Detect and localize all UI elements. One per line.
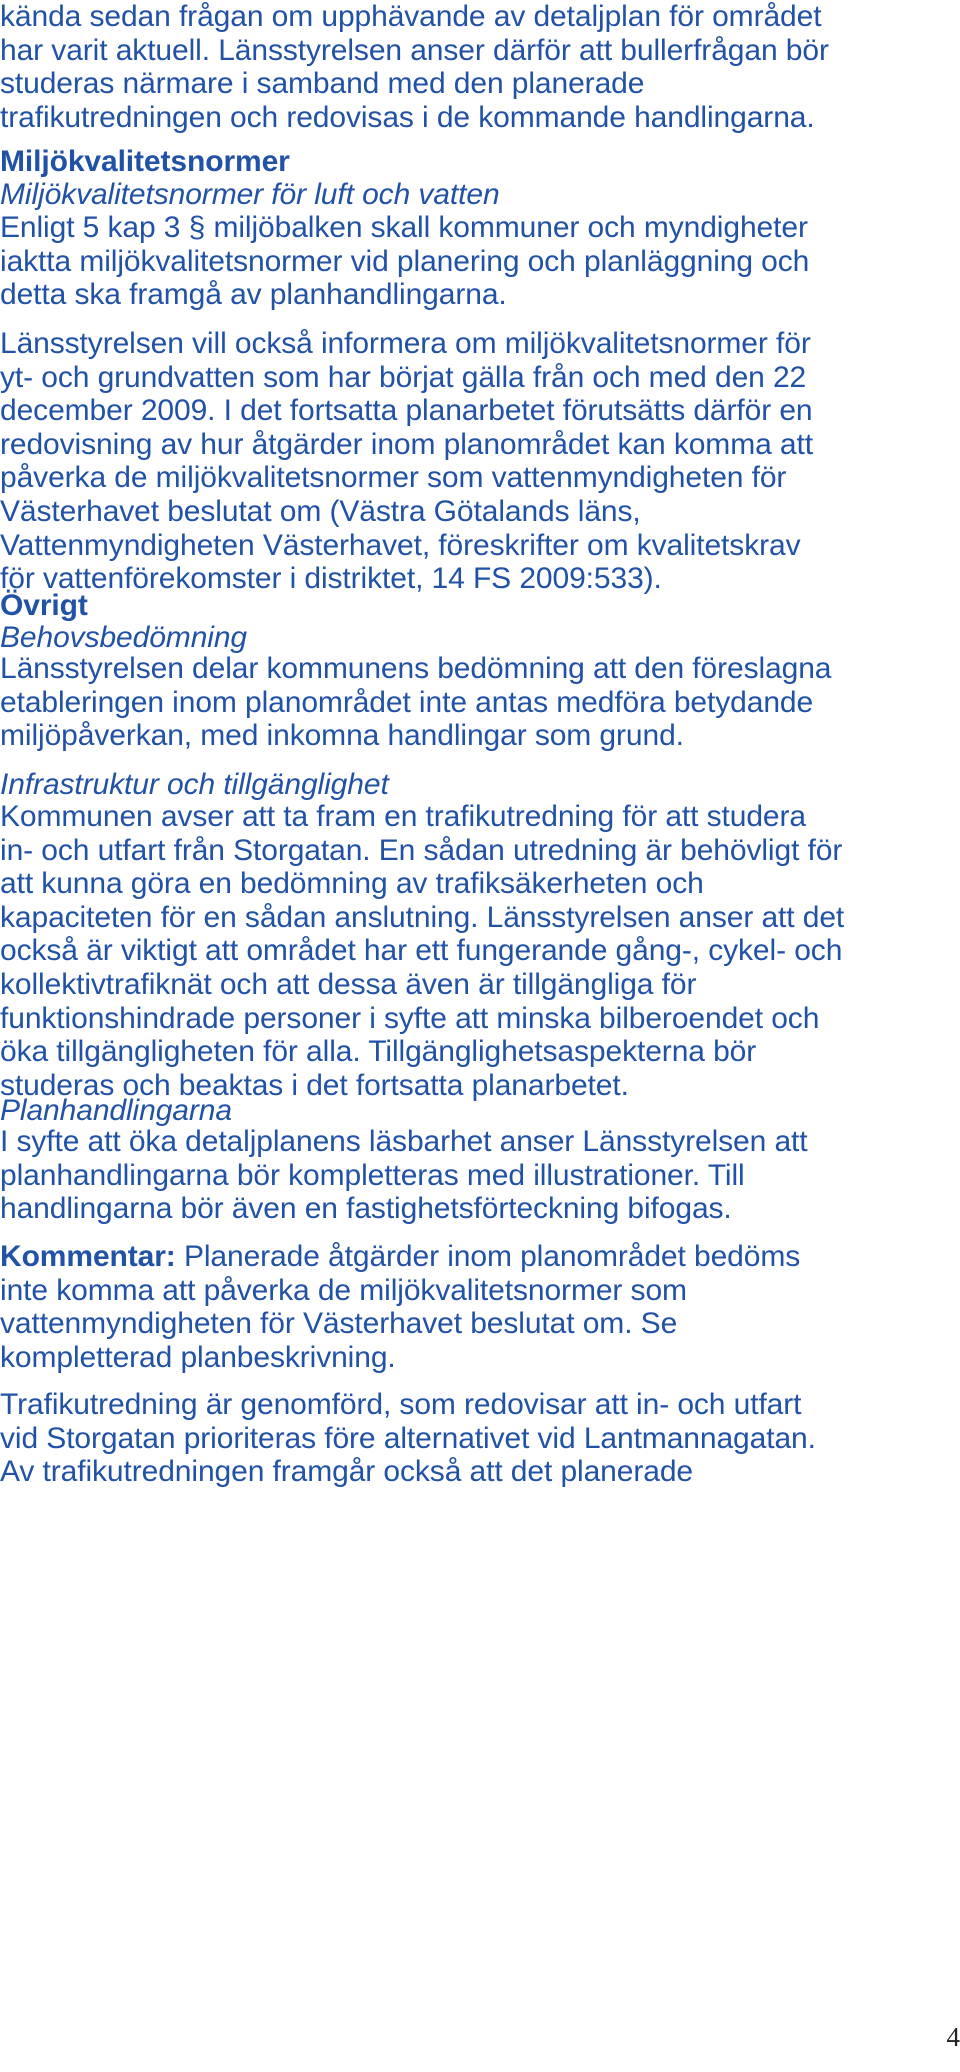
planhandlingarna-paragraph: I syfte att öka detaljplanens läsbarhet anser Länsstyrelsen att planhandlingarna bör kompletteras med illustrationer. Till handlingarna bör även en fastighetsförteckning bifogas. xyxy=(0,1125,808,1226)
heading-ovrigt: Övrigt xyxy=(0,589,88,622)
intro-paragraph: kända sedan frågan om upphävande av detaljplan för området har varit aktuell. Länsstyrelsen anser därför att bullerfrågan bör studeras närmare i samband med den planerade trafikutredningen och redovisas i de kommande handlingarna. xyxy=(0,0,829,134)
kommentar-paragraph xyxy=(0,1240,960,1374)
subheading-infrastruktur: Infrastruktur och tillgänglighet xyxy=(0,768,389,801)
kommentar-text: Planerade åtgärder inom planområdet bedöms inte komma att påverka de miljökvalitetsnormer som vattenmyndigheten för Västerhavet beslutat om. Se kompletterad planbeskrivning. xyxy=(0,1240,801,1374)
kommentar-label: Kommentar: xyxy=(0,1240,176,1273)
infrastruktur-paragraph: Kommunen avser att ta fram en trafikutredning för att studera in- och utfart från Storgatan. En sådan utredning är behövligt för att kunna göra en bedömning av trafiksäkerheten och kapaciteten för en sådan anslutning. Länsstyrelsen anser att det också är viktigt att området har ett fungerande gång-, cykel- och kollektivtrafiknät och att dessa även är tillgängliga för funktionshindrade personer i syfte att minska bilberoendet och öka tillgängligheten för alla. Tillgänglighetsaspekterna bör studeras och beaktas i det fortsatta planarbetet. xyxy=(0,800,845,1102)
subheading-behovsbedomning: Behovsbedömning xyxy=(0,621,248,654)
behovsbedomning-paragraph: Länsstyrelsen delar kommunens bedömning att den föreslagna etableringen inom planområdet inte antas medföra betydande miljöpåverkan, med inkomna handlingar som grund. xyxy=(0,652,832,753)
closing-paragraph: Trafikutredning är genomförd, som redovisar att in- och utfart vid Storgatan prioriteras före alternativet vid Lantmannagatan. Av trafikutredningen framgår också att det planerade xyxy=(0,1388,816,1489)
page-number: 4 xyxy=(946,2022,960,2052)
heading-miljokvalitetsnormer: Miljökvalitetsnormer xyxy=(0,145,290,178)
miljokvalitetsnormer-paragraph-2: Länsstyrelsen vill också informera om miljökvalitetsnormer för yt- och grundvatten som har börjat gälla från och med den 22 december 2009. I det fortsatta planarbetet förutsätts därför en redovisning av hur åtgärder inom planområdet kan komma att påverka de miljökvalitetsnormer som vattenmyndigheten för Västerhavet beslutat om (Västra Götalands läns, Vattenmyndigheten Västerhavet, föreskrifter om kvalitetskrav för vattenförekomster i distriktet, 14 FS 2009:533). xyxy=(0,327,813,596)
subheading-planhandlingarna: Planhandlingarna xyxy=(0,1094,232,1127)
subheading-luft-och-vatten: Miljökvalitetsnormer för luft och vatten xyxy=(0,178,500,211)
miljokvalitetsnormer-paragraph-1: Enligt 5 kap 3 § miljöbalken skall kommuner och myndigheter iaktta miljökvalitetsnormer vid planering och planläggning och detta ska framgå av planhandlingarna. xyxy=(0,211,810,312)
